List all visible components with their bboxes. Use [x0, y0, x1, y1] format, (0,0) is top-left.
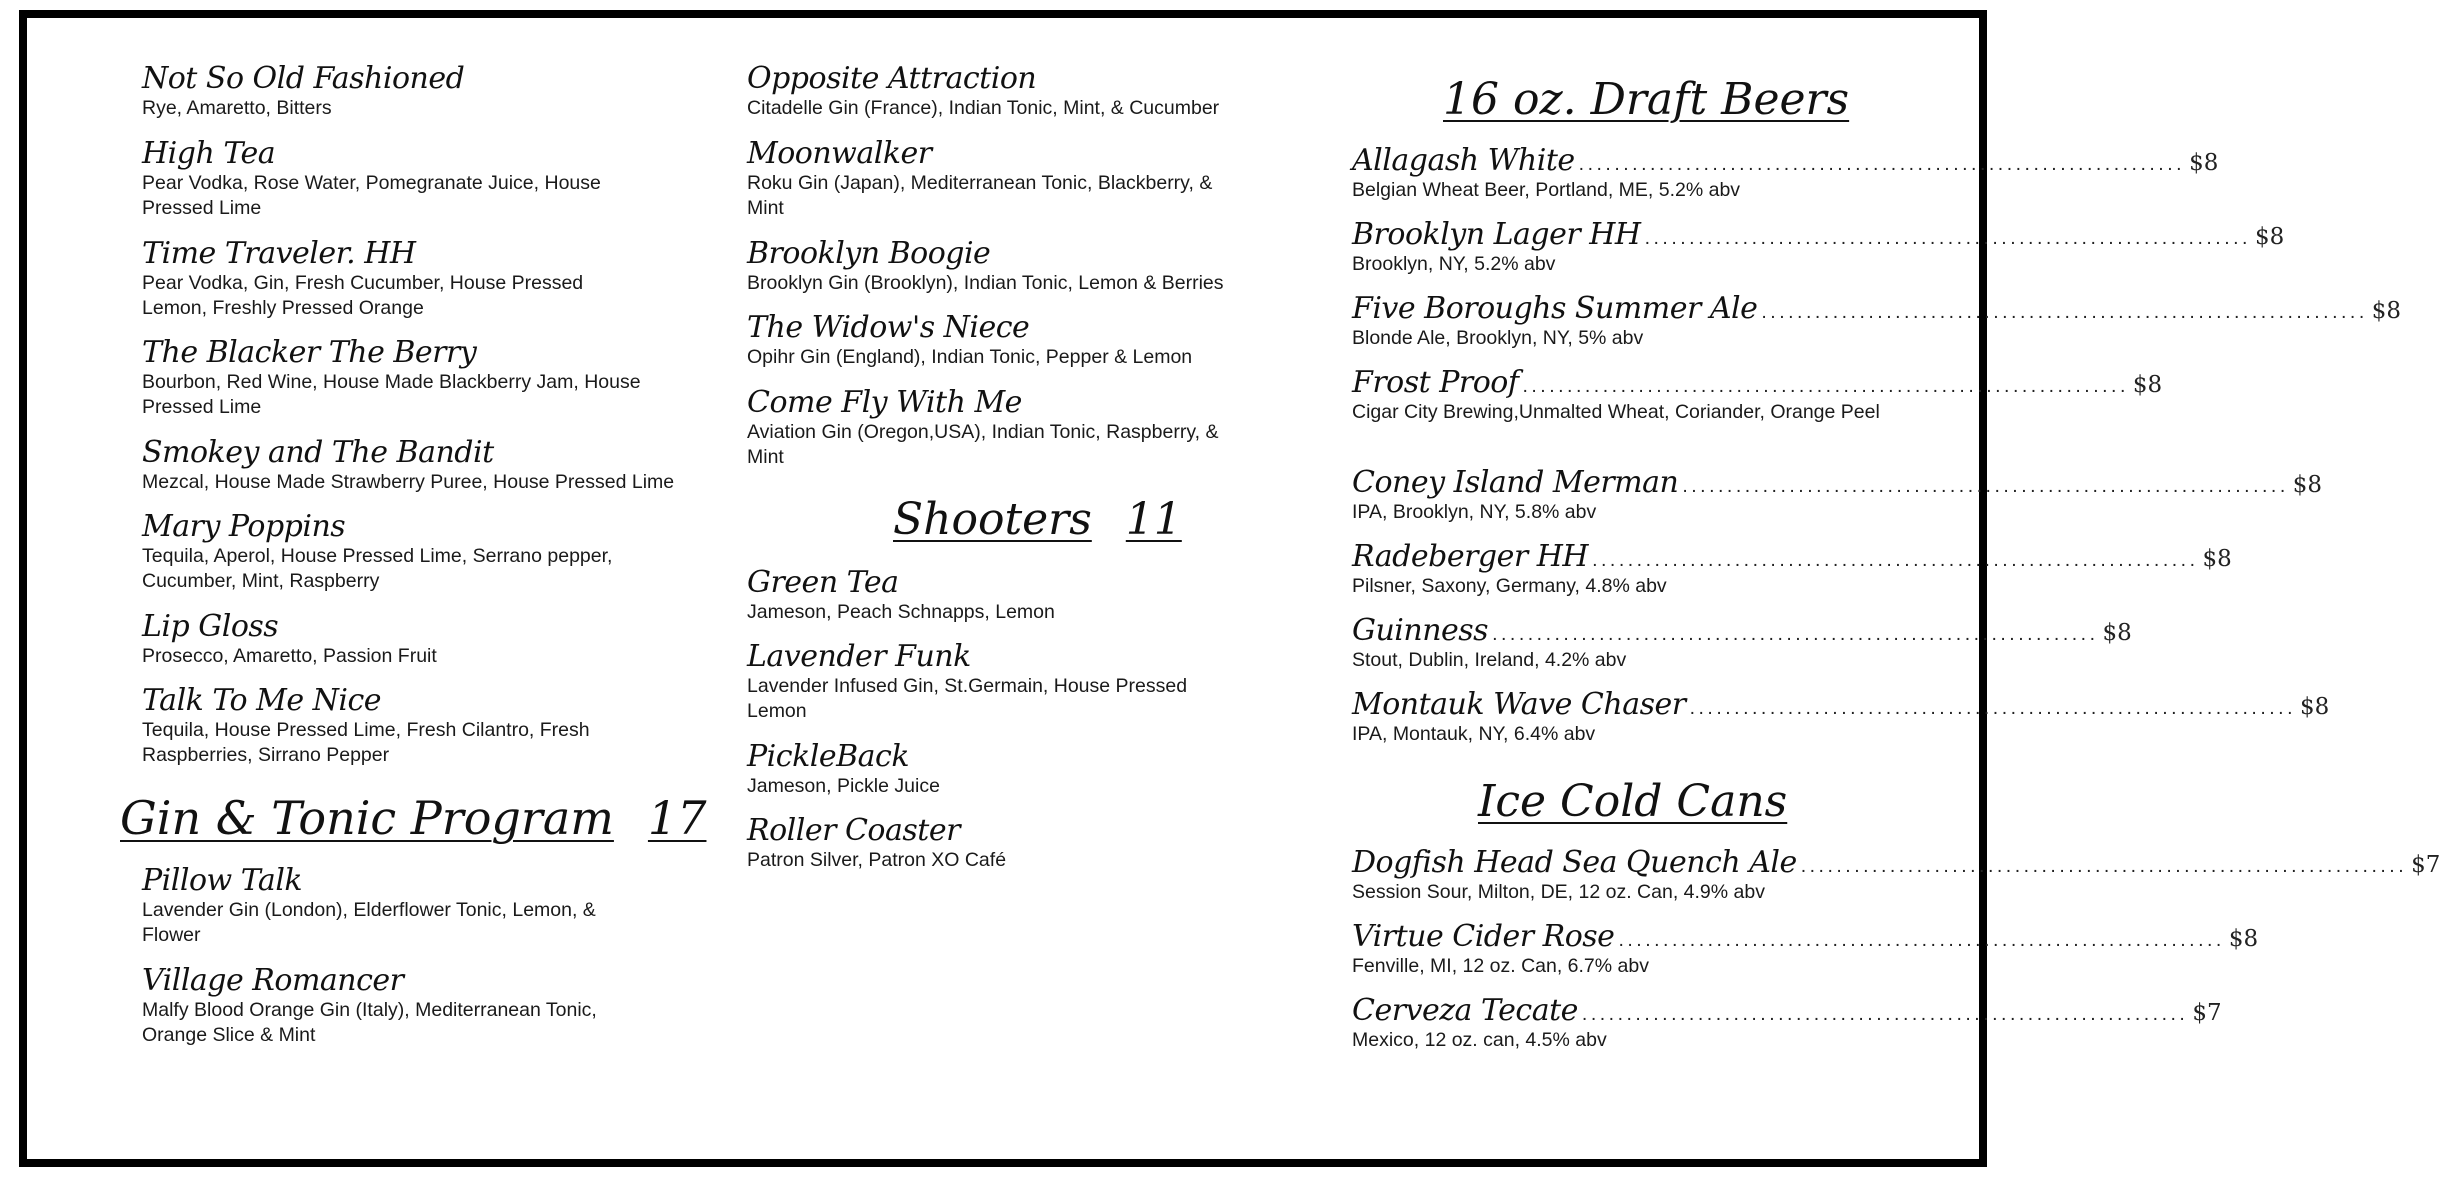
beer-item	[1352, 291, 2402, 351]
item-description: Jameson, Peach Schnapps, Lemon	[747, 601, 1055, 623]
item-description: Tequila, Aperol, House Pressed Lime, Serrano pepper, Cucumber, Mint, Raspberry	[142, 545, 613, 592]
menu-item	[142, 237, 612, 321]
section-title: Gin & Tonic Program	[120, 791, 614, 845]
item-description: Pilsner, Saxony, Germany, 4.8% abv	[1352, 575, 1667, 597]
item-name: Lavender Funk	[747, 639, 971, 674]
menu-item	[747, 740, 1267, 799]
menu-item	[747, 62, 1267, 121]
menu-item	[142, 137, 612, 221]
beer-item	[1352, 919, 2259, 979]
item-description: Prosecco, Amaretto, Passion Fruit	[142, 645, 437, 667]
dot-leader: ....................................................................	[1689, 697, 2296, 719]
shooters-heading	[893, 494, 1182, 546]
menu-item	[747, 137, 1237, 221]
item-name: Coney Island Merman	[1352, 465, 1679, 500]
beer-item	[1352, 845, 2440, 905]
item-description: Rye, Amaretto, Bitters	[142, 97, 332, 119]
menu-item	[142, 510, 632, 594]
dot-leader: ....................................................................	[1761, 301, 2368, 323]
item-description: Fenville, MI, 12 oz. Can, 6.7% abv	[1352, 955, 1649, 977]
beer-item	[1352, 613, 2132, 673]
item-description: Mezcal, House Made Strawberry Puree, House Pressed Lime	[142, 471, 675, 493]
section-price: 17	[647, 791, 707, 845]
beer-item	[1352, 217, 2285, 277]
item-description: Bourbon, Red Wine, House Made Blackberry Jam, House Pressed Lime	[142, 371, 641, 418]
menu-item	[142, 684, 622, 768]
beer-item	[1352, 143, 2219, 203]
item-name: Not So Old Fashioned	[142, 61, 465, 96]
item-name: Lip Gloss	[142, 609, 279, 644]
draft-beers-heading: 16 oz. Draft Beers	[1443, 74, 1850, 125]
item-name: High Tea	[142, 136, 276, 171]
dot-leader: ....................................................................	[1581, 1003, 2189, 1025]
menu-item	[747, 814, 1267, 873]
menu-item	[142, 336, 662, 420]
item-name: Brooklyn Lager HH	[1352, 217, 1641, 252]
dot-leader: ....................................................................	[1492, 623, 2099, 645]
menu-item	[142, 964, 642, 1048]
item-description: Tequila, House Pressed Lime, Fresh Cilantro, Fresh Raspberries, Sirrano Pepper	[142, 719, 590, 766]
item-description: Patron Silver, Patron XO Café	[747, 849, 1007, 871]
item-name: Roller Coaster	[747, 813, 960, 848]
item-price: $7	[2411, 852, 2440, 878]
dot-leader: ....................................................................	[1592, 549, 2199, 571]
beer-item	[1352, 687, 2330, 747]
item-name: The Widow's Niece	[747, 310, 1030, 345]
section-price: 11	[1125, 494, 1182, 545]
dot-leader: ....................................................................	[1578, 153, 2186, 175]
item-description: Lavender Gin (London), Elderflower Tonic, Lemon, & Flower	[142, 899, 596, 946]
item-name: Allagash White	[1352, 143, 1575, 178]
item-name: Radeberger HH	[1352, 539, 1589, 574]
item-name: Brooklyn Boogie	[747, 236, 991, 271]
item-name: Virtue Cider Rose	[1352, 919, 1615, 954]
cans-heading: Ice Cold Cans	[1478, 776, 1788, 827]
item-description: Brooklyn Gin (Brooklyn), Indian Tonic, Lemon & Berries	[747, 272, 1224, 294]
menu-item	[747, 640, 1227, 724]
item-description: Cigar City Brewing,Unmalted Wheat, Coriander, Orange Peel	[1352, 401, 1880, 423]
item-name: Green Tea	[747, 565, 899, 600]
gin-tonic-heading	[120, 792, 706, 844]
item-description: IPA, Brooklyn, NY, 5.8% abv	[1352, 501, 1597, 523]
item-price: $8	[2228, 926, 2259, 952]
beer-item	[1352, 465, 2323, 525]
item-name: Montauk Wave Chaser	[1352, 687, 1686, 722]
item-description: Brooklyn, NY, 5.2% abv	[1352, 253, 1556, 275]
item-name: Time Traveler. HH	[142, 236, 416, 271]
item-description: Lavender Infused Gin, St.Germain, House Pressed Lemon	[747, 675, 1188, 722]
item-description: Pear Vodka, Rose Water, Pomegranate Juice, House Pressed Lime	[142, 172, 601, 219]
item-name: Guinness	[1352, 613, 1489, 648]
item-name: Moonwalker	[747, 136, 932, 171]
item-description: Opihr Gin (England), Indian Tonic, Pepper & Lemon	[747, 346, 1193, 368]
item-description: Belgian Wheat Beer, Portland, ME, 5.2% abv	[1352, 179, 1741, 201]
item-name: Smokey and The Bandit	[142, 435, 494, 470]
item-price: $8	[2300, 694, 2330, 720]
item-description: Blonde Ale, Brooklyn, NY, 5% abv	[1352, 327, 1644, 349]
menu-item	[747, 386, 1237, 470]
item-name: The Blacker The Berry	[142, 335, 477, 370]
menu-item	[747, 566, 1267, 625]
item-price: $8	[2254, 224, 2285, 250]
item-description: Session Sour, Milton, DE, 12 oz. Can, 4.9% abv	[1352, 881, 1765, 903]
item-description: Stout, Dublin, Ireland, 4.2% abv	[1352, 649, 1627, 671]
dot-leader: ....................................................................	[1522, 375, 2129, 397]
item-name: Pillow Talk	[142, 863, 303, 898]
menu-item	[747, 311, 1267, 370]
item-name: Village Romancer	[142, 963, 404, 998]
item-price: $8	[2371, 298, 2402, 324]
item-description: Pear Vodka, Gin, Fresh Cucumber, House Pressed Lemon, Freshly Pressed Orange	[142, 272, 584, 319]
dot-leader: ....................................................................	[1618, 929, 2225, 951]
section-title: Shooters	[893, 494, 1092, 545]
menu-item	[142, 436, 682, 495]
item-price: $8	[2102, 620, 2132, 646]
item-name: PickleBack	[747, 739, 910, 774]
item-description: Malfy Blood Orange Gin (Italy), Mediterranean Tonic, Orange Slice & Mint	[142, 999, 597, 1046]
item-description: Citadelle Gin (France), Indian Tonic, Mint, & Cucumber	[747, 97, 1220, 119]
dot-leader: ....................................................................	[1800, 855, 2408, 877]
item-description: Jameson, Pickle Juice	[747, 775, 940, 797]
item-price: $8	[2202, 546, 2232, 572]
item-description: Aviation Gin (Oregon,USA), Indian Tonic, Raspberry, & Mint	[747, 421, 1219, 468]
beer-item	[1352, 365, 2163, 425]
item-name: Talk To Me Nice	[142, 683, 382, 718]
menu-item	[142, 864, 632, 948]
menu-item	[747, 237, 1277, 296]
item-name: Dogfish Head Sea Quench Ale	[1352, 845, 1797, 880]
item-name: Five Boroughs Summer Ale	[1352, 291, 1758, 326]
item-price: $8	[2292, 472, 2323, 498]
item-name: Cerveza Tecate	[1352, 993, 1578, 1028]
item-price: $8	[2189, 150, 2219, 176]
menu-item	[142, 62, 662, 121]
item-price: $8	[2132, 372, 2163, 398]
beer-item	[1352, 993, 2222, 1053]
item-description: Roku Gin (Japan), Mediterranean Tonic, Blackberry, & Mint	[747, 172, 1213, 219]
item-name: Frost Proof	[1352, 365, 1519, 400]
menu-item	[142, 610, 662, 669]
beer-item	[1352, 539, 2232, 599]
item-name: Opposite Attraction	[747, 61, 1037, 96]
item-description: Mexico, 12 oz. can, 4.5% abv	[1352, 1029, 1607, 1051]
item-name: Mary Poppins	[142, 509, 346, 544]
item-price: $7	[2192, 1000, 2222, 1026]
dot-leader: ....................................................................	[1644, 227, 2251, 249]
dot-leader: ....................................................................	[1682, 475, 2289, 497]
item-description: IPA, Montauk, NY, 6.4% abv	[1352, 723, 1596, 745]
item-name: Come Fly With Me	[747, 385, 1022, 420]
